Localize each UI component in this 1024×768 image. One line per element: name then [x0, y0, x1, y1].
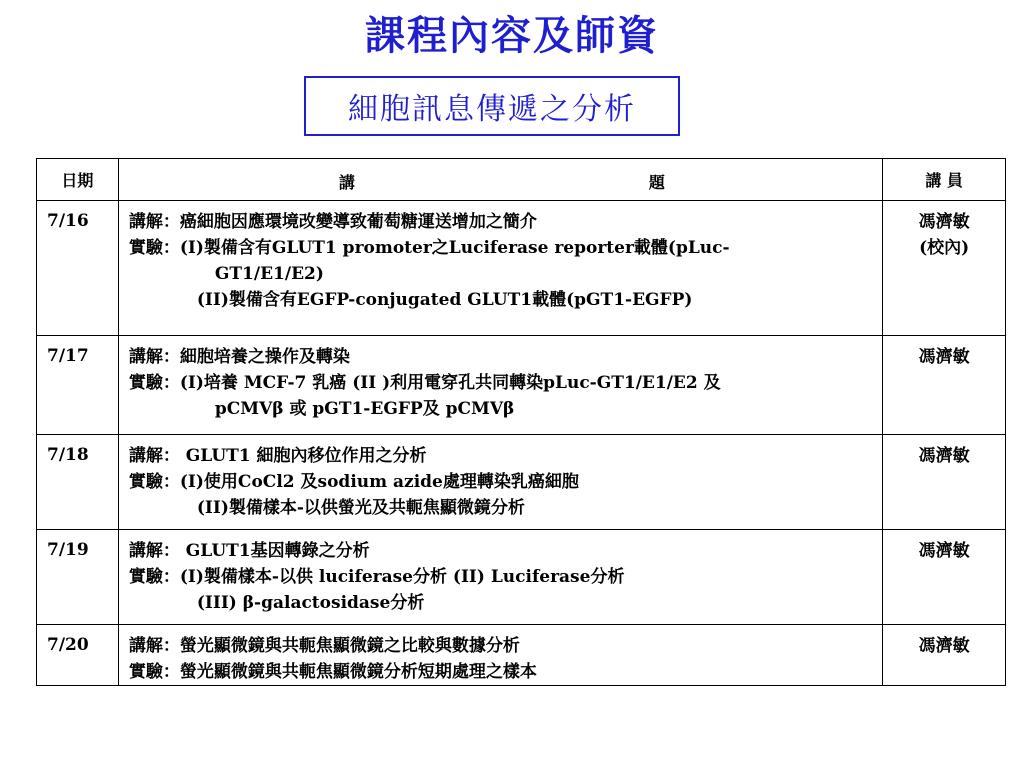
staff-name: 馮濟敏 [918, 541, 970, 561]
lab-line: 實驗：(I)培養 MCF-7 乳癌 (II )利用電穿孔共同轉染pLuc-GT1/E1/E2 及 [128, 373, 721, 393]
lab-line: 實驗：(I)製備含有GLUT1 promoter之Luciferase reporter載體(pLuc- [128, 238, 730, 258]
row-content [118, 201, 882, 336]
header-topic-left: 講 [338, 173, 355, 192]
table-row [37, 201, 1006, 336]
row-date: 7/20 [37, 625, 119, 686]
row-staff [883, 625, 1006, 686]
lecture-line: 講解： GLUT1 細胞內移位作用之分析 [128, 446, 427, 466]
row-staff [883, 336, 1006, 435]
header-date: 日期 [37, 159, 119, 201]
lab-line: 實驗：(I)製備樣本-以供 luciferase分析 (II) Luciferase分析 [128, 567, 625, 587]
subtitle-box [304, 76, 680, 136]
row-staff [883, 435, 1006, 530]
table-row [37, 625, 1006, 686]
course-table [36, 158, 1006, 686]
row-date: 7/16 [37, 201, 119, 336]
header-topic [118, 159, 882, 201]
row-staff [883, 201, 1006, 336]
table-row [37, 435, 1006, 530]
header-topic-right: 題 [648, 173, 665, 192]
row-date: 7/19 [37, 530, 119, 625]
lab-line-cont: pCMVβ 或 pGT1-EGFP及 pCMVβ [214, 399, 515, 419]
row-content [118, 435, 882, 530]
staff-name: 馮濟敏 [918, 636, 970, 656]
table-row [37, 336, 1006, 435]
lecture-line: 講解：螢光顯微鏡與共軛焦顯微鏡之比較與數據分析 [128, 636, 520, 656]
row-date: 7/18 [37, 435, 119, 530]
row-content [118, 336, 882, 435]
staff-note: (校內) [919, 238, 970, 258]
staff-name: 馮濟敏 [918, 347, 970, 367]
staff-name: 馮濟敏 [918, 212, 970, 232]
lab-line: 實驗：螢光顯微鏡與共軛焦顯微鏡分析短期處理之樣本 [128, 662, 537, 682]
page-title: 課程內容及師資 [365, 12, 659, 59]
staff-name: 馮濟敏 [918, 446, 970, 466]
row-date: 7/17 [37, 336, 119, 435]
row-content [118, 625, 882, 686]
subtitle: 細胞訊息傳遞之分析 [348, 92, 636, 127]
header-staff: 講 員 [883, 159, 1006, 201]
lab-line-2: (III) β-galactosidase分析 [196, 593, 425, 613]
table-row [37, 530, 1006, 625]
lab-line-2: (II)製備樣本-以供螢光及共軛焦顯微鏡分析 [196, 498, 525, 518]
lab-line-2: (II)製備含有EGFP-conjugated GLUT1載體(pGT1-EGFP) [196, 290, 693, 310]
row-content [118, 530, 882, 625]
lab-line: 實驗：(I)使用CoCl2 及sodium azide處理轉染乳癌細胞 [128, 472, 579, 492]
table-header-row [37, 159, 1006, 201]
row-staff [883, 530, 1006, 625]
lecture-line: 講解：癌細胞因應環境改變導致葡萄糖運送增加之簡介 [128, 212, 537, 232]
lab-line-cont: GT1/E1/E2) [214, 264, 324, 284]
lecture-line: 講解：細胞培養之操作及轉染 [128, 347, 350, 367]
lecture-line: 講解： GLUT1基因轉錄之分析 [128, 541, 370, 561]
